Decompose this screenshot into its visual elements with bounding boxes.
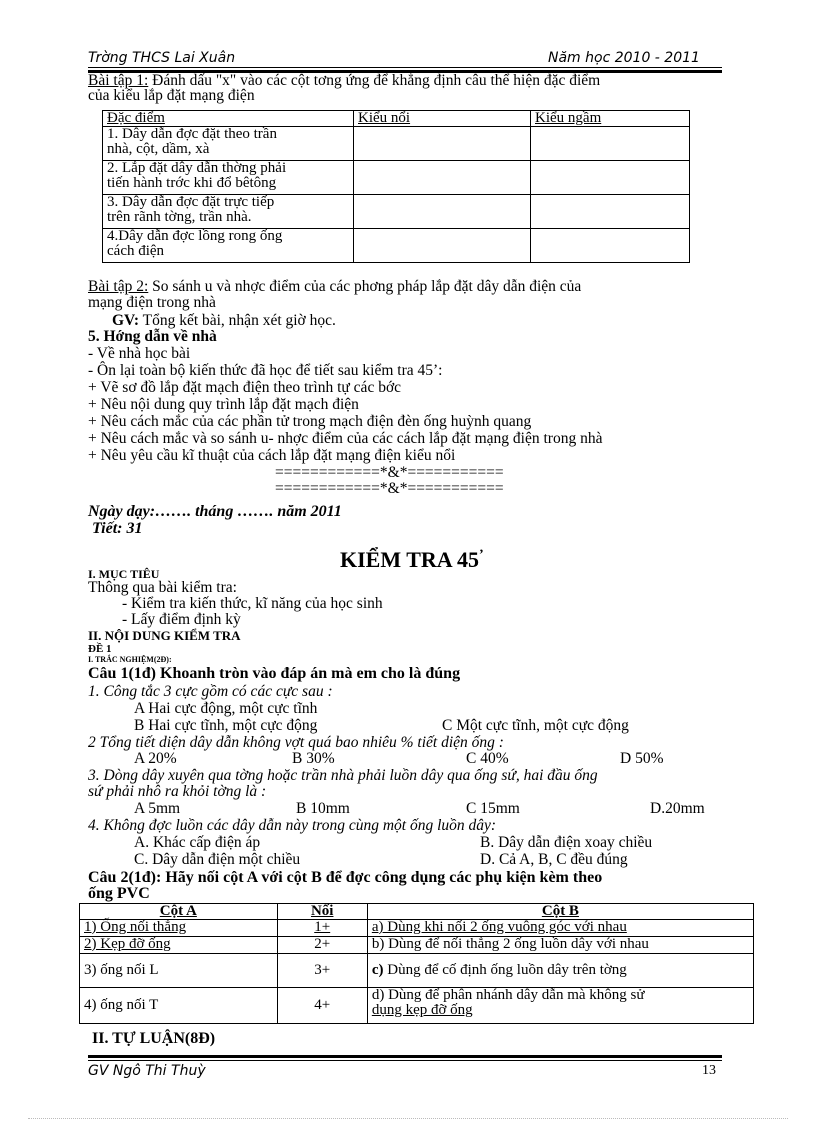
footer-rule-thick bbox=[88, 1055, 722, 1058]
objectives-intro: Thông qua bài kiểm tra: bbox=[88, 579, 237, 596]
ex1-cell-feature: 3. Dây dẫn đợc đặt trực tiếp trên rãnh tờng, trần nhà. bbox=[103, 195, 354, 229]
q1-answer[interactable]: B. Dây dẫn điện xoay chiều bbox=[480, 834, 653, 851]
q2-title: Câu 2(1đ): Hãy nối cột A với cột B để đợc công dụng các phụ kiện kèm theo bbox=[88, 869, 603, 886]
q2-col-a-cell: 3) ống nối L bbox=[80, 954, 278, 988]
exercise1-intro-line2: của kiểu lắp đặt mạng điện bbox=[88, 87, 255, 104]
ex1-row bbox=[103, 195, 690, 229]
ex1-header-surface: Kiểu nổi bbox=[354, 111, 531, 127]
separator-line: ============*&*=========== bbox=[275, 464, 504, 481]
homework-item: - Về nhà học bài bbox=[88, 345, 191, 362]
exercise2-text: Bài tập 2: So sánh u và nhợc điểm của các phơng pháp lắp đặt dây dẫn điện của bbox=[88, 278, 582, 295]
lesson-title: KIỂM TRA 45’ bbox=[340, 547, 484, 572]
exercise2-line2: mạng điện trong nhà bbox=[88, 294, 216, 311]
homework-title: 5. Hớng dẫn về nhà bbox=[88, 328, 217, 345]
ex1-cell-empty[interactable] bbox=[354, 195, 531, 229]
q2-col-b-cell: b) Dùng để nối thẳng 2 ống luồn dây với nhau bbox=[367, 937, 753, 954]
objective-item: - Lấy điểm định kỳ bbox=[122, 611, 241, 628]
homework-item: + Nêu cách mắc và so sánh u- nhợc điểm của các cách lắp đặt mạng điện trong nhà bbox=[88, 430, 603, 447]
ex1-header-feature: Đặc điểm bbox=[103, 111, 354, 127]
q1-answer[interactable]: A. Khác cấp điện áp bbox=[134, 834, 261, 851]
homework-item: + Vẽ sơ đồ lắp đặt mạch điện theo trình tự các bớc bbox=[88, 379, 402, 396]
essay-title: II. TỰ LUẬN(8Đ) bbox=[92, 1030, 216, 1047]
q2-col-a-cell: 4) ống nối T bbox=[80, 988, 278, 1024]
exam-label: ĐỀ 1 bbox=[88, 643, 112, 655]
q1-answer[interactable]: A Hai cực động, một cực tĩnh bbox=[134, 700, 318, 717]
footer-teacher: GV Ngô Thi Thuỳ bbox=[88, 1063, 206, 1079]
ex1-row bbox=[103, 127, 690, 161]
q1-answer[interactable]: D. Cả A, B, C đều đúng bbox=[480, 851, 628, 868]
q1-answer[interactable]: D 50% bbox=[620, 750, 664, 767]
q1-answer[interactable]: A 20% bbox=[134, 750, 177, 767]
q1-title: Câu 1(1đ) Khoanh tròn vào đáp án mà em cho là đúng bbox=[88, 665, 461, 682]
mc-label: I. TRẮC NGHIỆM(2Đ): bbox=[88, 655, 172, 664]
q1-item-question-line2: sứ phải nhô ra khỏi tờng là : bbox=[88, 783, 267, 800]
header-year: Năm học 2010 - 2011 bbox=[548, 50, 700, 66]
q2-row bbox=[80, 988, 754, 1024]
q2-title-line2: ống PVC bbox=[88, 885, 150, 902]
content-title: II. NỘI DUNG KIỂM TRA bbox=[88, 628, 241, 643]
header-school: Trờng THCS Lai Xuân bbox=[88, 50, 236, 66]
q2-col-b-cell: c) Dùng để cố định ống luồn dây trên tờng bbox=[367, 954, 753, 988]
q1-answer[interactable]: B 30% bbox=[292, 750, 335, 767]
ex1-cell-feature: 4.Dây dẫn đợc lồng rong ống cách điện bbox=[103, 229, 354, 263]
q2-row bbox=[80, 920, 754, 937]
q2-header-col-a: Cột A bbox=[80, 904, 278, 920]
homework-item: - Ôn lại toàn bộ kiến thức đã học để tiết sau kiểm tra 45’: bbox=[88, 362, 443, 379]
homework-item: + Nêu cách mắc của các phần tử trong mạch điện đèn ống huỳnh quang bbox=[88, 413, 532, 430]
lesson-date: Ngày dạy:……. tháng ……. năm 2011 bbox=[88, 503, 342, 520]
q1-answer[interactable]: B 10mm bbox=[296, 800, 350, 817]
q1-item-question: 4. Không đợc luồn các dây dẫn này trong cùng một ống luồn dây: bbox=[88, 817, 497, 834]
q2-join-cell[interactable]: 1+ bbox=[277, 920, 367, 937]
q2-join-cell[interactable]: 3+ bbox=[277, 954, 367, 988]
ex1-cell-empty[interactable] bbox=[531, 229, 690, 263]
separator-line: ============*&*=========== bbox=[275, 480, 504, 497]
q1-answer[interactable]: C Một cực tĩnh, một cực động bbox=[442, 717, 629, 734]
page-bottom-divider bbox=[28, 1118, 788, 1119]
q1-answer[interactable]: C 40% bbox=[466, 750, 509, 767]
exercise1-table bbox=[102, 110, 690, 263]
q2-row bbox=[80, 937, 754, 954]
ex1-row bbox=[103, 161, 690, 195]
q1-answer[interactable]: B Hai cực tĩnh, một cực động bbox=[134, 717, 318, 734]
homework-item: + Nêu yêu cầu kĩ thuật của cách lắp đặt mạng điện kiểu nổi bbox=[88, 447, 456, 464]
ex1-cell-empty[interactable] bbox=[531, 195, 690, 229]
footer-rule-thin bbox=[88, 1060, 722, 1061]
q2-join-cell[interactable]: 2+ bbox=[277, 937, 367, 954]
q2-col-a-cell: 1) Ống nối thẳng bbox=[80, 920, 278, 937]
q1-answer[interactable]: C 15mm bbox=[466, 800, 520, 817]
q2-header-col-b: Cột B bbox=[367, 904, 753, 920]
q1-answer[interactable]: A 5mm bbox=[134, 800, 181, 817]
ex1-cell-feature: 1. Dây dẫn đợc đặt theo trần nhà, cột, dầm, xà bbox=[103, 127, 354, 161]
ex1-cell-feature: 2. Lắp đặt dây dẫn thờng phải tiến hành trớc khi đổ bêtông bbox=[103, 161, 354, 195]
q1-answer[interactable]: C. Dây dẫn điện một chiều bbox=[134, 851, 301, 868]
ex1-cell-empty[interactable] bbox=[531, 161, 690, 195]
gv-note: GV: Tổng kết bài, nhận xét giờ học. bbox=[112, 312, 336, 329]
ex1-row bbox=[103, 229, 690, 263]
ex1-header-hidden: Kiểu ngầm bbox=[531, 111, 690, 127]
q2-join-cell[interactable]: 4+ bbox=[277, 988, 367, 1024]
q2-col-a-cell: 2) Kẹp đỡ ống bbox=[80, 937, 278, 954]
header-rule-thin bbox=[88, 67, 722, 68]
ex1-cell-empty[interactable] bbox=[354, 161, 531, 195]
exercise1-intro: Bài tập 1: Đánh dấu "x" vào các cột tơng ứng để khẳng định câu thể hiện đặc điểm bbox=[88, 72, 601, 89]
objective-item: - Kiểm tra kiến thức, kĩ năng của học sinh bbox=[122, 595, 383, 612]
ex1-cell-empty[interactable] bbox=[354, 127, 531, 161]
ex1-cell-empty[interactable] bbox=[531, 127, 690, 161]
q2-col-b-cell: d) Dùng để phân nhánh dây dẫn mà không sử dụng kẹp đỡ ống bbox=[367, 988, 753, 1024]
ex1-cell-empty[interactable] bbox=[354, 229, 531, 263]
homework-item: + Nêu nội dung quy trình lắp đặt mạch điện bbox=[88, 396, 359, 413]
q2-header-join: Nối bbox=[277, 904, 367, 920]
lesson-period: Tiết: 31 bbox=[92, 520, 143, 537]
q2-col-b-cell: a) Dùng khi nối 2 ống vuông góc với nhau bbox=[367, 920, 753, 937]
page-number: 13 bbox=[702, 1063, 716, 1078]
q1-item-question: 1. Công tắc 3 cực gồm có các cực sau : bbox=[88, 683, 333, 700]
q1-answer[interactable]: D.20mm bbox=[650, 800, 705, 817]
q1-item-question: 3. Dòng dây xuyên qua tờng hoặc trần nhà phải luồn dây qua ống sứ, hai đầu ống bbox=[88, 767, 598, 784]
q2-matching-table bbox=[79, 903, 754, 1024]
objectives-title: I. MỤC TIÊU bbox=[88, 567, 160, 581]
q2-row bbox=[80, 954, 754, 988]
q1-item-question: 2 Tổng tiết diện dây dẫn không vợt quá bao nhiêu % tiết diện ống : bbox=[88, 734, 504, 751]
